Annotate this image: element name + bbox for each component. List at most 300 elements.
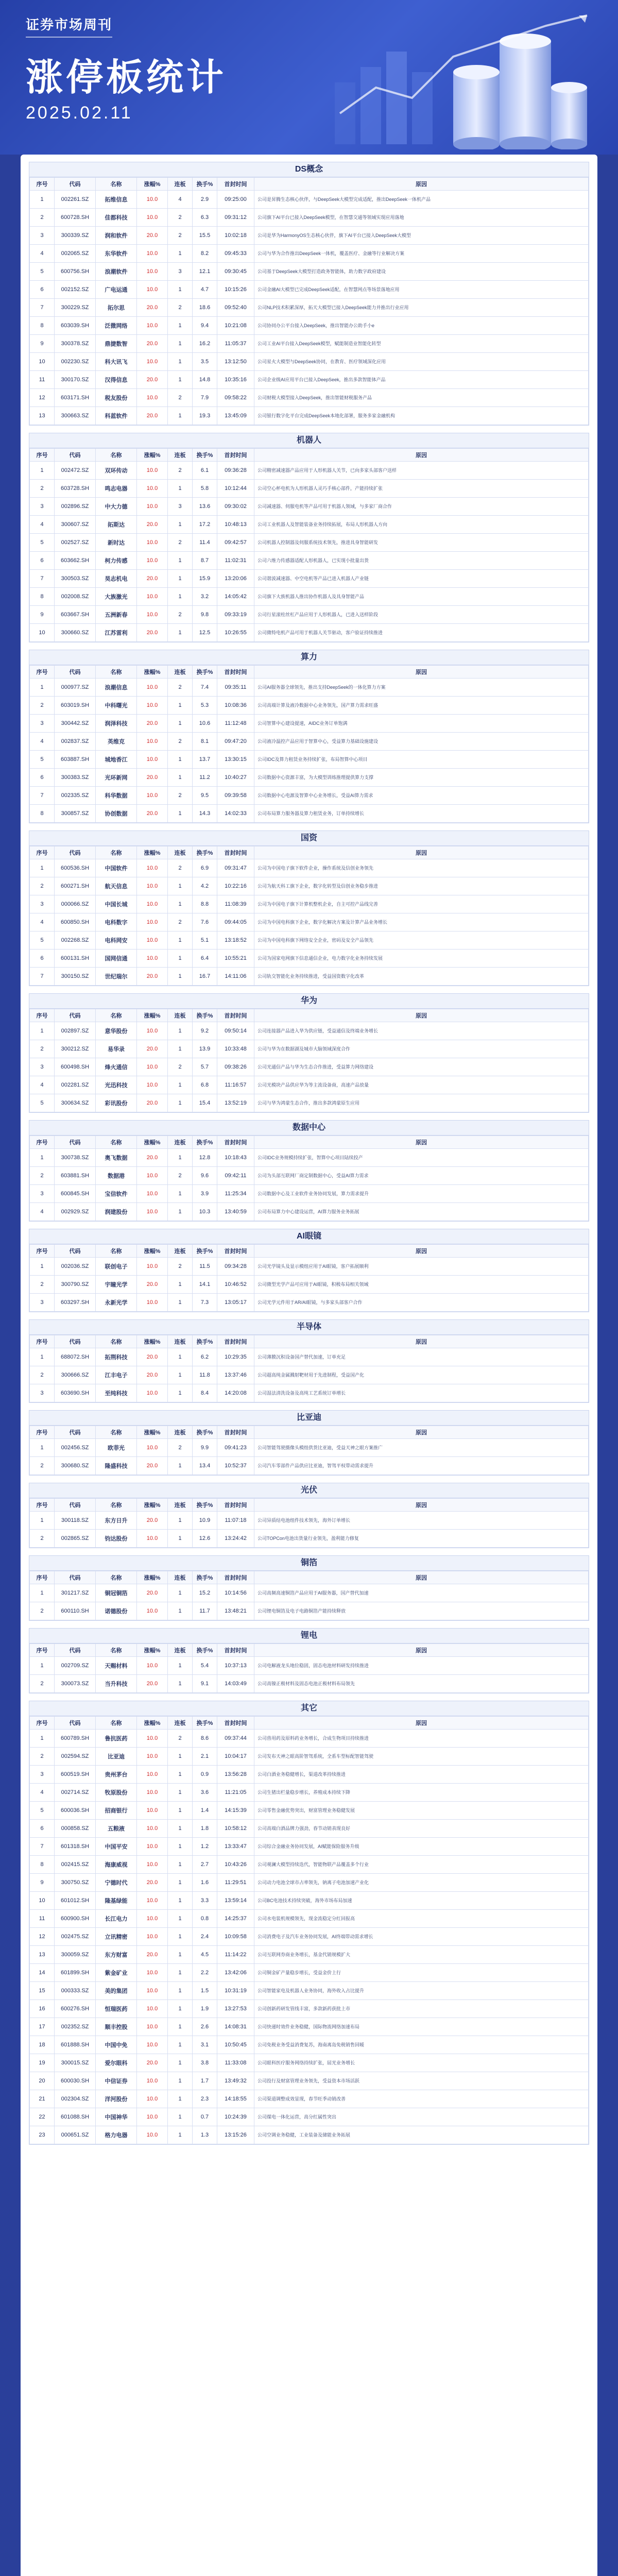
first-seal-time: 09:47:20	[217, 733, 254, 751]
stock-name: 电科网安	[96, 931, 137, 950]
change-pct: 10.0	[137, 1910, 168, 1928]
column-header: 序号	[30, 1571, 55, 1584]
stock-name: 江丰电子	[96, 1366, 137, 1384]
row-number: 6	[30, 769, 55, 787]
turnover-pct: 12.5	[193, 624, 217, 642]
first-seal-time: 11:05:37	[217, 335, 254, 353]
stock-table	[29, 1009, 589, 1112]
first-seal-time: 13:45:09	[217, 407, 254, 425]
column-header: 首封时间	[217, 1009, 254, 1022]
row-number: 6	[30, 281, 55, 299]
first-seal-time: 14:02:33	[217, 805, 254, 823]
table-row	[30, 191, 589, 209]
limit-up-reason: 公司企业级AI应用平台已接入DeepSeek，推出多款智能体产品	[254, 371, 589, 389]
column-header: 名称	[96, 1426, 137, 1439]
column-header: 换手%	[193, 1245, 217, 1258]
stock-name: 拓荆科技	[96, 1348, 137, 1366]
column-header: 首封时间	[217, 1717, 254, 1730]
stock-name: 昊志机电	[96, 570, 137, 588]
row-number: 6	[30, 552, 55, 570]
stock-name: 中信证券	[96, 2072, 137, 2090]
change-pct: 10.0	[137, 480, 168, 498]
row-number: 1	[30, 1258, 55, 1276]
column-header: 连板	[168, 666, 193, 679]
row-number: 2	[30, 209, 55, 227]
table-row	[30, 1294, 589, 1312]
limit-up-reason: 公司光通信产品与华为生态合作推进，受益算力网络建设	[254, 1058, 589, 1076]
limit-up-reason: 公司空调业务稳健，工业装备及储能业务拓展	[254, 2126, 589, 2144]
board-count: 1	[168, 371, 193, 389]
first-seal-time: 09:30:45	[217, 263, 254, 281]
column-header: 首封时间	[217, 1571, 254, 1584]
first-seal-time: 13:24:42	[217, 1530, 254, 1548]
stock-code: 601888.SH	[55, 2036, 96, 2054]
change-pct: 10.0	[137, 1439, 168, 1457]
row-number: 4	[30, 733, 55, 751]
column-header: 代码	[55, 846, 96, 859]
first-seal-time: 10:18:43	[217, 1149, 254, 1167]
turnover-pct: 2.2	[193, 1964, 217, 1982]
column-header: 序号	[30, 1499, 55, 1512]
sector-section	[29, 162, 589, 426]
row-number: 1	[30, 1348, 55, 1366]
sector-title: 国资	[29, 831, 589, 846]
column-header: 涨幅%	[137, 449, 168, 462]
row-number: 8	[30, 805, 55, 823]
stock-table	[29, 1136, 589, 1221]
first-seal-time: 13:27:53	[217, 2000, 254, 2018]
first-seal-time: 09:41:23	[217, 1439, 254, 1457]
table-row	[30, 1657, 589, 1675]
first-seal-time: 09:37:44	[217, 1730, 254, 1748]
turnover-pct: 9.6	[193, 1167, 217, 1185]
limit-up-reason: 公司光学镜头及显示模组应用于AI眼镜，客户拓展顺利	[254, 1258, 589, 1276]
table-row	[30, 570, 589, 588]
first-seal-time: 13:15:26	[217, 2126, 254, 2144]
board-count: 1	[168, 1946, 193, 1964]
stock-name: 东方财富	[96, 1946, 137, 1964]
column-header: 连板	[168, 1009, 193, 1022]
limit-up-reason: 公司行星滚柱丝杠产品应用于人形机器人，已进入送样阶段	[254, 606, 589, 624]
table-header-row	[30, 1426, 589, 1439]
row-number: 2	[30, 1602, 55, 1620]
row-number: 3	[30, 227, 55, 245]
change-pct: 10.0	[137, 1657, 168, 1675]
turnover-pct: 11.4	[193, 534, 217, 552]
limit-up-reason: 公司智能家电及机器人业务协同，海外收入占比提升	[254, 1982, 589, 2000]
stock-name: 泛微网络	[96, 317, 137, 335]
turnover-pct: 13.6	[193, 498, 217, 516]
stock-code: 601318.SH	[55, 1838, 96, 1856]
first-seal-time: 11:25:34	[217, 1185, 254, 1203]
sector-title: AI眼镜	[29, 1229, 589, 1244]
table-row	[30, 1276, 589, 1294]
table-row	[30, 624, 589, 642]
table-row	[30, 1730, 589, 1748]
column-header: 涨幅%	[137, 1136, 168, 1149]
row-number: 3	[30, 1294, 55, 1312]
first-seal-time: 11:21:05	[217, 1784, 254, 1802]
row-number: 6	[30, 950, 55, 968]
stock-name: 润和软件	[96, 227, 137, 245]
row-number: 1	[30, 1512, 55, 1530]
first-seal-time: 10:33:48	[217, 1040, 254, 1058]
stock-name: 欧菲光	[96, 1439, 137, 1457]
stock-table	[29, 448, 589, 642]
table-row	[30, 498, 589, 516]
row-number: 3	[30, 895, 55, 913]
first-seal-time: 13:52:19	[217, 1094, 254, 1112]
table-row	[30, 281, 589, 299]
report-date: 2025.02.11	[26, 103, 133, 123]
limit-up-reason: 公司财税大模型接入DeepSeek，推出智能财税服务产品	[254, 389, 589, 407]
first-seal-time: 09:42:11	[217, 1167, 254, 1185]
turnover-pct: 8.1	[193, 733, 217, 751]
change-pct: 10.0	[137, 1167, 168, 1185]
first-seal-time: 09:25:00	[217, 191, 254, 209]
stock-name: 中科曙光	[96, 697, 137, 715]
turnover-pct: 2.3	[193, 2090, 217, 2108]
board-count: 1	[168, 1366, 193, 1384]
limit-up-reason: 公司数据中心及工业软件业务协同发展，算力需求提升	[254, 1185, 589, 1203]
sector-title: 半导体	[29, 1320, 589, 1335]
board-count: 1	[168, 1784, 193, 1802]
row-number: 1	[30, 859, 55, 877]
table-header-row	[30, 1245, 589, 1258]
column-header: 换手%	[193, 1136, 217, 1149]
column-header: 换手%	[193, 1644, 217, 1657]
row-number: 8	[30, 588, 55, 606]
row-number: 21	[30, 2090, 55, 2108]
column-header: 原因	[254, 666, 589, 679]
table-row	[30, 534, 589, 552]
row-number: 7	[30, 1838, 55, 1856]
stock-code: 603297.SH	[55, 1294, 96, 1312]
limit-up-reason: 公司是昇腾生态核心伙伴，与DeepSeek大模型完成适配，推出DeepSeek一体机产品	[254, 191, 589, 209]
row-number: 5	[30, 1802, 55, 1820]
limit-up-reason: 公司投行及财富管理业务领先，受益资本市场活跃	[254, 2072, 589, 2090]
stock-code: 300015.SZ	[55, 2054, 96, 2072]
board-count: 1	[168, 1022, 193, 1040]
turnover-pct: 15.4	[193, 1094, 217, 1112]
table-row	[30, 1928, 589, 1946]
column-header: 涨幅%	[137, 1335, 168, 1348]
limit-up-reason: 公司银行数字化平台完成DeepSeek本地化部署，服务多家金融机构	[254, 407, 589, 425]
board-count: 1	[168, 317, 193, 335]
stock-name: 拓尔思	[96, 299, 137, 317]
turnover-pct: 3.5	[193, 353, 217, 371]
first-seal-time: 09:31:12	[217, 209, 254, 227]
first-seal-time: 13:33:47	[217, 1838, 254, 1856]
turnover-pct: 6.9	[193, 859, 217, 877]
table-row	[30, 751, 589, 769]
stock-name: 润泽科技	[96, 715, 137, 733]
sector-title: 机器人	[29, 433, 589, 448]
turnover-pct: 8.8	[193, 895, 217, 913]
row-number: 4	[30, 913, 55, 931]
limit-up-reason: 公司湿法清洗设备及高纯工艺系统订单增长	[254, 1384, 589, 1402]
limit-up-reason: 公司工业机器人及智能装备业务持续拓展，布局人形机器人方向	[254, 516, 589, 534]
stock-code: 300118.SZ	[55, 1512, 96, 1530]
board-count: 1	[168, 353, 193, 371]
board-count: 1	[168, 1348, 193, 1366]
stock-code: 002865.SZ	[55, 1530, 96, 1548]
stock-code: 002709.SZ	[55, 1657, 96, 1675]
column-header: 名称	[96, 1009, 137, 1022]
stock-code: 603171.SH	[55, 389, 96, 407]
board-count: 1	[168, 2072, 193, 2090]
column-header: 换手%	[193, 666, 217, 679]
turnover-pct: 2.6	[193, 2018, 217, 2036]
first-seal-time: 09:50:14	[217, 1022, 254, 1040]
board-count: 4	[168, 191, 193, 209]
change-pct: 10.0	[137, 552, 168, 570]
table-row	[30, 2018, 589, 2036]
table-row	[30, 317, 589, 335]
row-number: 3	[30, 1185, 55, 1203]
table-row	[30, 209, 589, 227]
stock-name: 浪潮信息	[96, 679, 137, 697]
column-header: 代码	[55, 1335, 96, 1348]
first-seal-time: 14:15:39	[217, 1802, 254, 1820]
turnover-pct: 8.2	[193, 245, 217, 263]
turnover-pct: 13.9	[193, 1040, 217, 1058]
limit-up-reason: 公司高频高速铜箔产品应用于AI服务器，国产替代加速	[254, 1584, 589, 1602]
change-pct: 10.0	[137, 1964, 168, 1982]
stock-code: 300607.SZ	[55, 516, 96, 534]
board-count: 1	[168, 895, 193, 913]
change-pct: 20.0	[137, 371, 168, 389]
row-number: 18	[30, 2036, 55, 2054]
row-number: 1	[30, 462, 55, 480]
change-pct: 10.0	[137, 588, 168, 606]
first-seal-time: 13:40:59	[217, 1203, 254, 1221]
sector-section	[29, 1701, 589, 2145]
table-row	[30, 1530, 589, 1548]
table-row	[30, 1040, 589, 1058]
board-count: 1	[168, 1040, 193, 1058]
stock-name: 奥飞数据	[96, 1149, 137, 1167]
change-pct: 20.0	[137, 1276, 168, 1294]
change-pct: 10.0	[137, 877, 168, 895]
limit-up-reason: 公司薄膜沉积设备国产替代加速，订单充足	[254, 1348, 589, 1366]
change-pct: 10.0	[137, 859, 168, 877]
table-header-row	[30, 1717, 589, 1730]
board-count: 1	[168, 1802, 193, 1820]
change-pct: 10.0	[137, 1022, 168, 1040]
stock-name: 顺丰控股	[96, 2018, 137, 2036]
stock-code: 300383.SZ	[55, 769, 96, 787]
limit-up-reason: 公司液冷温控产品应用于智算中心，受益算力基础设施建设	[254, 733, 589, 751]
change-pct: 20.0	[137, 769, 168, 787]
turnover-pct: 0.9	[193, 1766, 217, 1784]
limit-up-reason: 公司高镍正极材料及固态电池正极材料布局领先	[254, 1675, 589, 1693]
row-number: 6	[30, 1820, 55, 1838]
table-row	[30, 263, 589, 281]
stock-name: 爱尔眼科	[96, 2054, 137, 2072]
board-count: 1	[168, 2126, 193, 2144]
sector-section	[29, 993, 589, 1113]
change-pct: 10.0	[137, 209, 168, 227]
table-row	[30, 588, 589, 606]
change-pct: 10.0	[137, 1928, 168, 1946]
board-count: 1	[168, 1185, 193, 1203]
change-pct: 20.0	[137, 570, 168, 588]
limit-up-reason: 公司微特电机产品可用于机器人关节驱动，客户验证持续推进	[254, 624, 589, 642]
table-row	[30, 913, 589, 931]
first-seal-time: 09:35:11	[217, 679, 254, 697]
turnover-pct: 8.4	[193, 1384, 217, 1402]
change-pct: 10.0	[137, 1602, 168, 1620]
turnover-pct: 3.9	[193, 1185, 217, 1203]
board-count: 1	[168, 931, 193, 950]
stock-code: 600271.SH	[55, 877, 96, 895]
column-header: 涨幅%	[137, 666, 168, 679]
limit-up-reason: 公司基于DeepSeek大模型打造政务智能体，助力数字政府建设	[254, 263, 589, 281]
table-row	[30, 1512, 589, 1530]
change-pct: 10.0	[137, 679, 168, 697]
change-pct: 10.0	[137, 2126, 168, 2144]
stock-code: 600756.SH	[55, 263, 96, 281]
change-pct: 10.0	[137, 606, 168, 624]
turnover-pct: 7.3	[193, 1294, 217, 1312]
first-seal-time: 13:48:21	[217, 1602, 254, 1620]
board-count: 2	[168, 209, 193, 227]
stock-name: 五洲新春	[96, 606, 137, 624]
sector-title: 比亚迪	[29, 1411, 589, 1426]
stock-name: 烽火通信	[96, 1058, 137, 1076]
table-row	[30, 2072, 589, 2090]
column-header: 名称	[96, 449, 137, 462]
row-number: 1	[30, 191, 55, 209]
limit-up-reason: 公司眼科医疗服务网络持续扩张，屈光业务增长	[254, 2054, 589, 2072]
stock-name: 东华软件	[96, 245, 137, 263]
change-pct: 10.0	[137, 462, 168, 480]
column-header: 首封时间	[217, 1499, 254, 1512]
stock-code: 000066.SZ	[55, 895, 96, 913]
change-pct: 20.0	[137, 1457, 168, 1475]
stock-code: 301217.SZ	[55, 1584, 96, 1602]
column-header: 序号	[30, 666, 55, 679]
first-seal-time: 13:49:32	[217, 2072, 254, 2090]
turnover-pct: 5.8	[193, 480, 217, 498]
row-number: 1	[30, 1730, 55, 1748]
header-banner	[0, 0, 618, 155]
stock-code: 000651.SZ	[55, 2126, 96, 2144]
stock-name: 中国软件	[96, 859, 137, 877]
turnover-pct: 16.2	[193, 335, 217, 353]
stock-name: 联创电子	[96, 1258, 137, 1276]
first-seal-time: 10:22:16	[217, 877, 254, 895]
table-header-row	[30, 1009, 589, 1022]
column-header: 涨幅%	[137, 1571, 168, 1584]
stock-code: 300339.SZ	[55, 227, 96, 245]
column-header: 首封时间	[217, 449, 254, 462]
board-count: 1	[168, 2018, 193, 2036]
column-header: 名称	[96, 1499, 137, 1512]
change-pct: 10.0	[137, 1820, 168, 1838]
limit-up-reason: 公司星火大模型与DeepSeek协同，在教育、医疗领域深化应用	[254, 353, 589, 371]
first-seal-time: 14:11:06	[217, 968, 254, 986]
stock-name: 意华股份	[96, 1022, 137, 1040]
change-pct: 10.0	[137, 1748, 168, 1766]
limit-up-reason: 公司精密减速器产品应用于人形机器人关节，已向多家头部客户送样	[254, 462, 589, 480]
stock-name: 税友股份	[96, 389, 137, 407]
row-number: 13	[30, 1946, 55, 1964]
change-pct: 20.0	[137, 1675, 168, 1693]
stock-table	[29, 1335, 589, 1402]
first-seal-time: 14:25:37	[217, 1910, 254, 1928]
column-header: 名称	[96, 666, 137, 679]
column-header: 首封时间	[217, 1644, 254, 1657]
limit-up-reason: 公司光学元件用于AR/AI眼镜，与多家头部客户合作	[254, 1294, 589, 1312]
table-row	[30, 2090, 589, 2108]
turnover-pct: 14.3	[193, 805, 217, 823]
change-pct: 10.0	[137, 389, 168, 407]
turnover-pct: 15.5	[193, 227, 217, 245]
board-count: 1	[168, 588, 193, 606]
column-header: 名称	[96, 1245, 137, 1258]
stock-name: 柯力传感	[96, 552, 137, 570]
stock-code: 300790.SZ	[55, 1276, 96, 1294]
table-row	[30, 1602, 589, 1620]
column-header: 代码	[55, 1136, 96, 1149]
first-seal-time: 10:43:26	[217, 1856, 254, 1874]
turnover-pct: 14.1	[193, 1276, 217, 1294]
turnover-pct: 2.9	[193, 191, 217, 209]
stock-name: 科大讯飞	[96, 353, 137, 371]
sector-section	[29, 1319, 589, 1403]
board-count: 1	[168, 335, 193, 353]
row-number: 10	[30, 353, 55, 371]
board-count: 1	[168, 2090, 193, 2108]
table-row	[30, 1094, 589, 1112]
limit-up-reason: 公司创新药研发管线丰富，多款新药获批上市	[254, 2000, 589, 2018]
sector-title: 算力	[29, 650, 589, 665]
stock-code: 002929.SZ	[55, 1203, 96, 1221]
row-number: 3	[30, 498, 55, 516]
stock-code: 600498.SH	[55, 1058, 96, 1076]
stock-code: 300229.SZ	[55, 299, 96, 317]
first-seal-time: 09:33:19	[217, 606, 254, 624]
column-header: 首封时间	[217, 1426, 254, 1439]
column-header: 原因	[254, 1499, 589, 1512]
page-title: 涨停板统计	[26, 57, 227, 98]
first-seal-time: 11:33:08	[217, 2054, 254, 2072]
stock-code: 603887.SH	[55, 751, 96, 769]
stock-code: 002268.SZ	[55, 931, 96, 950]
change-pct: 20.0	[137, 516, 168, 534]
column-header: 涨幅%	[137, 1426, 168, 1439]
table-row	[30, 1584, 589, 1602]
change-pct: 10.0	[137, 1058, 168, 1076]
table-row	[30, 2036, 589, 2054]
stock-code: 000858.SZ	[55, 1820, 96, 1838]
first-seal-time: 10:52:37	[217, 1457, 254, 1475]
turnover-pct: 7.9	[193, 389, 217, 407]
stock-code: 300750.SZ	[55, 1874, 96, 1892]
column-header: 原因	[254, 449, 589, 462]
table-row	[30, 335, 589, 353]
column-header: 首封时间	[217, 1245, 254, 1258]
row-number: 2	[30, 1748, 55, 1766]
board-count: 1	[168, 1874, 193, 1892]
turnover-pct: 9.2	[193, 1022, 217, 1040]
limit-up-reason: 公司电解液龙头地位稳固，固态电池材料研发持续推进	[254, 1657, 589, 1675]
turnover-pct: 13.7	[193, 751, 217, 769]
first-seal-time: 13:30:15	[217, 751, 254, 769]
table-row	[30, 389, 589, 407]
